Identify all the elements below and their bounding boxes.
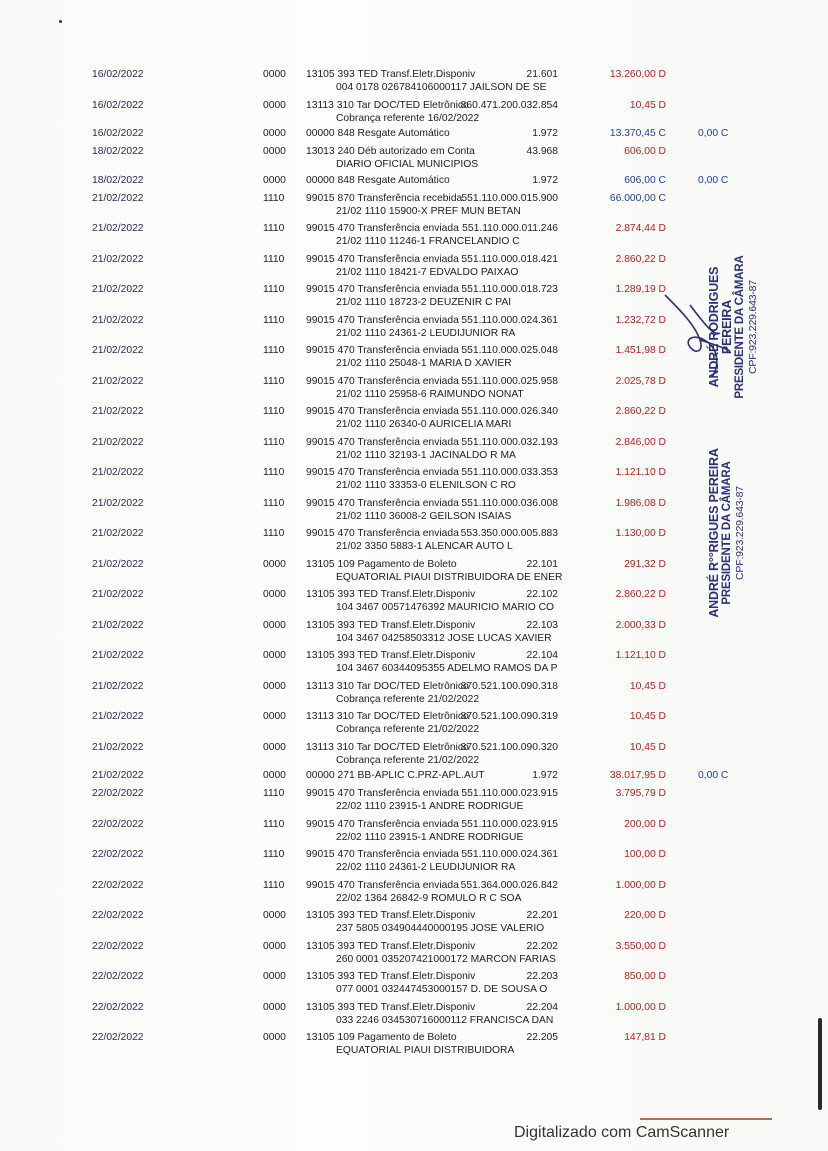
entry-document: 21.601	[526, 69, 558, 80]
entry-history: 00000 848 Resgate Automático	[306, 174, 450, 186]
entry-value: 2.860,22 D	[615, 253, 666, 265]
entry-value: 66.000,00 C	[609, 192, 666, 204]
entry-agency: 1110	[263, 345, 285, 356]
statement-row	[0, 190, 828, 221]
entry-document: 551.110.000.036.008	[461, 497, 558, 509]
entry-value: 1.000,00 D	[615, 879, 666, 891]
entry-date: 21/02/2022	[92, 314, 144, 326]
entry-value: 38.017,95 D	[609, 770, 666, 781]
entry-date: 21/02/2022	[92, 253, 144, 265]
entry-value: 1.451,98 D	[615, 345, 666, 356]
entry-history: 99015 470 Transferência enviada	[306, 467, 459, 478]
statement-row	[0, 785, 828, 816]
entry-date: 22/02/2022	[92, 879, 144, 891]
entry-value: 2.025,78 D	[615, 375, 666, 387]
entry-value: 606,00 D	[624, 146, 666, 157]
entry-value: 10,45 D	[629, 99, 666, 111]
entry-agency: 0000	[263, 99, 286, 111]
entry-date: 21/02/2022	[92, 436, 144, 448]
entry-history: 99015 470 Transferência enviada	[306, 788, 459, 799]
entry-document: 551.110.000.032.193	[461, 436, 558, 448]
entry-detail: EQUATORIAL PIAUI DISTRIBUIDORA	[336, 1045, 515, 1056]
statement-row	[0, 220, 828, 251]
entry-value: 2.000,33 D	[615, 619, 666, 631]
stamp-role: PRESIDENTE DA CÂMARA	[734, 255, 746, 399]
entry-agency: 1110	[263, 436, 285, 448]
statement-row	[0, 846, 828, 877]
entry-agency: 1110	[263, 467, 285, 478]
entry-detail: 21/02 3350 5883-1 ALENCAR AUTO L	[336, 541, 513, 552]
entry-value: 1.289,19 D	[615, 284, 666, 295]
entry-history: 99015 470 Transferência enviada	[306, 253, 459, 265]
entry-detail: 077 0001 032447453000157 D. DE SOUSA O	[336, 984, 548, 995]
statement-row	[0, 127, 828, 143]
entry-document: 22.104	[526, 650, 558, 661]
entry-date: 21/02/2022	[92, 345, 144, 356]
entry-detail: 21/02 1110 18723-2 DEUZENIR C PAI	[336, 297, 512, 308]
entry-history: 00000 848 Resgate Automático	[306, 128, 450, 139]
entry-detail: Cobrança referente 21/02/2022	[336, 693, 480, 705]
statement-row	[0, 464, 828, 495]
entry-detail: 22/02 1110 23915-1 ANDRE RODRIGUE	[336, 801, 524, 812]
entry-value: 10,45 D	[629, 711, 666, 722]
entry-value: 1.130,00 D	[615, 528, 666, 539]
entry-history: 13105 393 TED Transf.Eletr.Disponiv	[306, 69, 476, 80]
entry-date: 21/02/2022	[92, 680, 144, 692]
entry-detail: 104 3467 04258503312 JOSE LUCAS XAVIER	[336, 632, 552, 644]
scrollbar[interactable]	[818, 1018, 822, 1110]
statement-row	[0, 999, 828, 1030]
entry-date: 16/02/2022	[92, 69, 144, 80]
entry-date: 21/02/2022	[92, 192, 144, 204]
entry-date: 22/02/2022	[92, 1001, 144, 1013]
entry-agency: 1110	[263, 497, 285, 509]
entry-detail: 21/02 1110 18421-7 EDVALDO PAIXAO	[336, 266, 519, 278]
entry-detail: 237 5805 034904440000195 JOSE VALERIO	[336, 923, 545, 934]
entry-agency: 1110	[263, 284, 285, 295]
entry-document: 22.204	[526, 1001, 558, 1013]
entry-document: 860.471.200.032.854	[460, 99, 558, 111]
entry-history: 99015 470 Transferência enviada	[306, 528, 459, 539]
entry-agency: 0000	[263, 711, 286, 722]
entry-detail: 22/02 1364 26842-9 ROMULO R C SOA	[336, 892, 522, 904]
entry-detail: EQUATORIAL PIAUI DISTRIBUIDORA DE ENER	[336, 571, 563, 583]
stamp-role: PRESIDENTE DA CÂMARA	[721, 461, 733, 605]
entry-value: 1.986,08 D	[615, 497, 666, 509]
entry-date: 16/02/2022	[92, 128, 144, 139]
entry-agency: 1110	[263, 314, 285, 326]
entry-agency: 1110	[263, 223, 285, 234]
entry-date: 16/02/2022	[92, 99, 144, 111]
entry-date: 18/02/2022	[92, 174, 144, 186]
stamp-name: ANDRÉ R°°RIGUES PEREIRA	[707, 448, 721, 618]
entry-document: 870.521.100.090.320	[460, 741, 558, 753]
entry-date: 21/02/2022	[92, 619, 144, 631]
entry-date: 21/02/2022	[92, 589, 144, 600]
entry-agency: 0000	[263, 680, 286, 692]
statement-row	[0, 586, 828, 617]
entry-history: 99015 470 Transferência enviada	[306, 497, 459, 509]
entry-history: 99015 470 Transferência enviada	[306, 849, 459, 860]
entry-agency: 0000	[263, 619, 286, 631]
statement-row	[0, 556, 828, 587]
entry-detail: 21/02 1110 32193-1 JACINALDO R MA	[336, 449, 516, 461]
entry-value: 291,32 D	[624, 558, 666, 570]
entry-agency: 0000	[263, 770, 286, 781]
entry-date: 21/02/2022	[92, 497, 144, 509]
entry-detail: Cobrança referente 21/02/2022	[336, 724, 480, 735]
entry-document: 22.205	[526, 1032, 558, 1043]
entry-date: 21/02/2022	[92, 284, 144, 295]
entry-document: 551.110.000.024.361	[461, 314, 558, 326]
stamp-cpf: CPF:923.229.643-87	[747, 280, 759, 374]
entry-date: 18/02/2022	[92, 146, 144, 157]
entry-detail: 21/02 1110 33353-0 ELENILSON C RO	[336, 480, 516, 491]
entry-date: 21/02/2022	[92, 223, 144, 234]
entry-agency: 1110	[263, 849, 285, 860]
entry-balance: 0,00 C	[698, 174, 729, 186]
entry-history: 99015 470 Transferência enviada	[306, 284, 459, 295]
entry-document: 870.521.100.090.319	[460, 711, 558, 722]
entry-value: 3.550,00 D	[615, 940, 666, 952]
entry-date: 22/02/2022	[92, 818, 144, 830]
entry-document: 551.110.000.023.915	[461, 818, 558, 830]
entry-history: 13105 109 Pagamento de Boleto	[306, 1032, 457, 1043]
entry-detail: Cobrança referente 21/02/2022	[336, 754, 480, 766]
statement-row	[0, 877, 828, 908]
entry-document: 22.203	[526, 971, 558, 982]
entry-detail: DIARIO OFICIAL MUNICIPIOS	[336, 159, 479, 170]
entry-agency: 0000	[263, 940, 286, 952]
entry-document: 551.110.000.011.246	[462, 223, 558, 234]
entry-date: 22/02/2022	[92, 910, 144, 921]
entry-date: 21/02/2022	[92, 558, 144, 570]
entry-history: 13105 393 TED Transf.Eletr.Disponiv	[306, 940, 476, 952]
entry-value: 2.860,22 D	[615, 589, 666, 600]
footer-underline	[640, 1118, 772, 1120]
entry-document: 553.350.000.005.883	[460, 528, 558, 539]
entry-agency: 0000	[263, 1032, 286, 1043]
entry-document: 551.364.000.026.842	[460, 879, 558, 891]
entry-history: 00000 271 BB-APLIC C.PRZ-APL.AUT	[306, 770, 485, 781]
entry-history: 13105 393 TED Transf.Eletr.Disponiv	[306, 650, 476, 661]
entry-agency: 0000	[263, 558, 286, 570]
stamp-president-2	[708, 448, 747, 618]
entry-value: 147,81 D	[624, 1032, 666, 1043]
entry-document: 551.110.000.018.421	[461, 253, 558, 265]
entry-history: 13113 310 Tar DOC/TED Eletrônico	[306, 741, 469, 753]
entry-document: 22.201	[526, 910, 558, 921]
entry-document: 22.101	[526, 558, 558, 570]
entry-agency: 1110	[263, 375, 285, 387]
statement-row	[0, 907, 828, 938]
entry-detail: 21/02 1110 15900-X PREF MUN BETAN	[336, 205, 521, 217]
entry-history: 99015 470 Transferência enviada	[306, 879, 459, 891]
stamp-name: ANDRÉ RODRIGUES PEREIRA	[707, 266, 734, 388]
entry-history: 99015 470 Transferência enviada	[306, 345, 459, 356]
entry-agency: 0000	[263, 69, 286, 80]
entry-value: 13.370,45 C	[609, 128, 666, 139]
statement-row	[0, 968, 828, 999]
entry-document: 22.102	[526, 589, 558, 600]
stamp-president	[708, 242, 760, 412]
entry-agency: 0000	[263, 1001, 286, 1013]
statement-row	[0, 66, 828, 97]
entry-agency: 1110	[263, 253, 285, 265]
entry-date: 22/02/2022	[92, 788, 144, 799]
statement-row	[0, 769, 828, 785]
entry-date: 21/02/2022	[92, 406, 144, 417]
entry-agency: 0000	[263, 589, 286, 600]
entry-date: 21/02/2022	[92, 467, 144, 478]
statement-row	[0, 434, 828, 465]
statement-row	[0, 97, 828, 128]
entry-history: 99015 470 Transferência enviada	[306, 406, 459, 417]
entry-history: 13105 109 Pagamento de Boleto	[306, 558, 457, 570]
entry-history: 13105 393 TED Transf.Eletr.Disponiv	[306, 1001, 476, 1013]
statement-row	[0, 143, 828, 174]
entry-detail: 104 3467 60344095355 ADELMO RAMOS DA P	[336, 663, 558, 674]
statement-row	[0, 739, 828, 770]
entry-date: 22/02/2022	[92, 971, 144, 982]
statement-row	[0, 938, 828, 969]
entry-document: 43.968	[526, 146, 558, 157]
entry-value: 1.232,72 D	[615, 314, 666, 326]
entry-value: 1.121,10 D	[615, 650, 666, 661]
entry-date: 21/02/2022	[92, 770, 144, 781]
entry-detail: 004 0178 026784106000117 JAILSON DE SE	[336, 82, 547, 93]
entry-detail: 21/02 1110 36008-2 GEILSON ISAIAS	[336, 510, 512, 522]
entry-document: 551.110.000.025.958	[461, 375, 558, 387]
entry-agency: 1110	[263, 818, 285, 830]
entry-history: 13105 393 TED Transf.Eletr.Disponiv	[306, 589, 476, 600]
entry-agency: 1110	[263, 879, 285, 891]
statement-row	[0, 495, 828, 526]
entry-agency: 1110	[263, 528, 285, 539]
entry-agency: 0000	[263, 741, 286, 753]
entry-history: 13105 393 TED Transf.Eletr.Disponiv	[306, 910, 476, 921]
entry-document: 1.972	[532, 174, 558, 186]
entry-document: 22.103	[526, 619, 558, 631]
entry-agency: 1110	[263, 192, 285, 204]
entry-history: 13105 393 TED Transf.Eletr.Disponiv	[306, 619, 476, 631]
entry-value: 2.860,22 D	[615, 406, 666, 417]
statement-row	[0, 647, 828, 678]
entry-document: 551.110.000.026.340	[461, 406, 558, 417]
camscanner-footer: Digitalizado com CamScanner	[514, 1124, 730, 1141]
entry-agency: 0000	[263, 971, 286, 982]
entry-document: 551.110.000.023.915	[461, 788, 558, 799]
entry-detail: 21/02 1110 26340-0 AURICELIA MARI	[336, 419, 512, 430]
entry-detail: 21/02 1110 24361-2 LEUDIJUNIOR RA	[336, 327, 516, 339]
entry-agency: 0000	[263, 128, 286, 139]
entry-date: 22/02/2022	[92, 849, 144, 860]
entry-agency: 1110	[263, 406, 285, 417]
entry-balance: 0,00 C	[698, 128, 729, 139]
entry-detail: 033 2246 034530716000112 FRANCISCA DAN	[336, 1014, 554, 1026]
entry-history: 99015 470 Transferência enviada	[306, 314, 459, 326]
entry-date: 21/02/2022	[92, 711, 144, 722]
entry-value: 1.000,00 D	[615, 1001, 666, 1013]
entry-document: 551.110.000.033.353	[461, 467, 558, 478]
entry-detail: 21/02 1110 25048-1 MARIA D XAVIER	[336, 358, 512, 369]
entry-date: 22/02/2022	[92, 1032, 144, 1043]
entry-agency: 0000	[263, 146, 286, 157]
entry-history: 99015 470 Transferência enviada	[306, 818, 459, 830]
entry-document: 22.202	[526, 940, 558, 952]
entry-agency: 0000	[263, 174, 286, 186]
entry-history: 99015 470 Transferência enviada	[306, 375, 459, 387]
entry-value: 850,00 D	[624, 971, 666, 982]
entry-balance: 0,00 C	[698, 770, 729, 781]
entry-document: 1.972	[532, 770, 558, 781]
entry-document: 551.110.000.024.361	[461, 849, 558, 860]
entry-history: 13113 310 Tar DOC/TED Eletrônico	[306, 99, 469, 111]
entry-document: 551.110.000.025.048	[461, 345, 558, 356]
entry-date: 21/02/2022	[92, 741, 144, 753]
entry-agency: 1110	[263, 788, 285, 799]
entry-detail: 260 0001 035207421000172 MARCON FARIAS	[336, 953, 556, 965]
entry-value: 2.846,00 D	[615, 436, 666, 448]
entry-date: 21/02/2022	[92, 650, 144, 661]
statement-row	[0, 708, 828, 739]
entry-history: 13113 310 Tar DOC/TED Eletrônico	[306, 680, 469, 692]
entry-value: 10,45 D	[629, 741, 666, 753]
entry-history: 13113 310 Tar DOC/TED Eletrônico	[306, 711, 469, 722]
entry-date: 21/02/2022	[92, 528, 144, 539]
entry-value: 13.260,00 D	[609, 69, 666, 80]
entry-history: 13013 240 Déb autorizado em Conta	[306, 146, 475, 157]
entry-detail: 22/02 1110 24361-2 LEUDIJUNIOR RA	[336, 862, 516, 873]
entry-history: 99015 470 Transferência enviada	[306, 436, 459, 448]
entry-detail: 22/02 1110 23915-1 ANDRE RODRIGUE	[336, 831, 524, 843]
entry-document: 551.110.000.018.723	[461, 284, 558, 295]
statement-row	[0, 403, 828, 434]
statement-list	[0, 66, 828, 1060]
entry-value: 100,00 D	[624, 849, 666, 860]
statement-row	[0, 251, 828, 282]
entry-date: 22/02/2022	[92, 940, 144, 952]
entry-agency: 0000	[263, 650, 286, 661]
entry-value: 10,45 D	[629, 680, 666, 692]
entry-history: 99015 870 Transferência recebida	[306, 192, 463, 204]
entry-value: 3.795,79 D	[615, 788, 666, 799]
entry-detail: 21/02 1110 11246-1 FRANCELANDIO C	[336, 236, 520, 247]
entry-history: 13105 393 TED Transf.Eletr.Disponiv	[306, 971, 476, 982]
statement-row	[0, 678, 828, 709]
speck	[59, 20, 62, 23]
entry-date: 21/02/2022	[92, 375, 144, 387]
statement-row	[0, 617, 828, 648]
entry-document: 1.972	[532, 128, 558, 139]
statement-row	[0, 816, 828, 847]
entry-value: 606,00 C	[624, 174, 666, 186]
stamp-cpf: CPF:923.229.643-87	[734, 486, 746, 580]
entry-history: 99015 470 Transferência enviada	[306, 223, 459, 234]
entry-agency: 0000	[263, 910, 286, 921]
entry-detail: 104 3467 00571476392 MAURICIO MARIO CO	[336, 602, 555, 613]
statement-row	[0, 525, 828, 556]
entry-document: 870.521.100.090.318	[460, 680, 558, 692]
statement-row	[0, 1029, 828, 1060]
entry-detail: 21/02 1110 25958-6 RAIMUNDO NONAT	[336, 388, 524, 400]
entry-value: 2.874,44 D	[615, 223, 666, 234]
entry-document: 551.110.000.015.900	[461, 192, 558, 204]
statement-row	[0, 174, 828, 190]
entry-value: 220,00 D	[624, 910, 666, 921]
entry-detail: Cobrança referente 16/02/2022	[336, 112, 480, 124]
entry-value: 1.121,10 D	[615, 467, 666, 478]
entry-value: 200,00 D	[624, 818, 666, 830]
